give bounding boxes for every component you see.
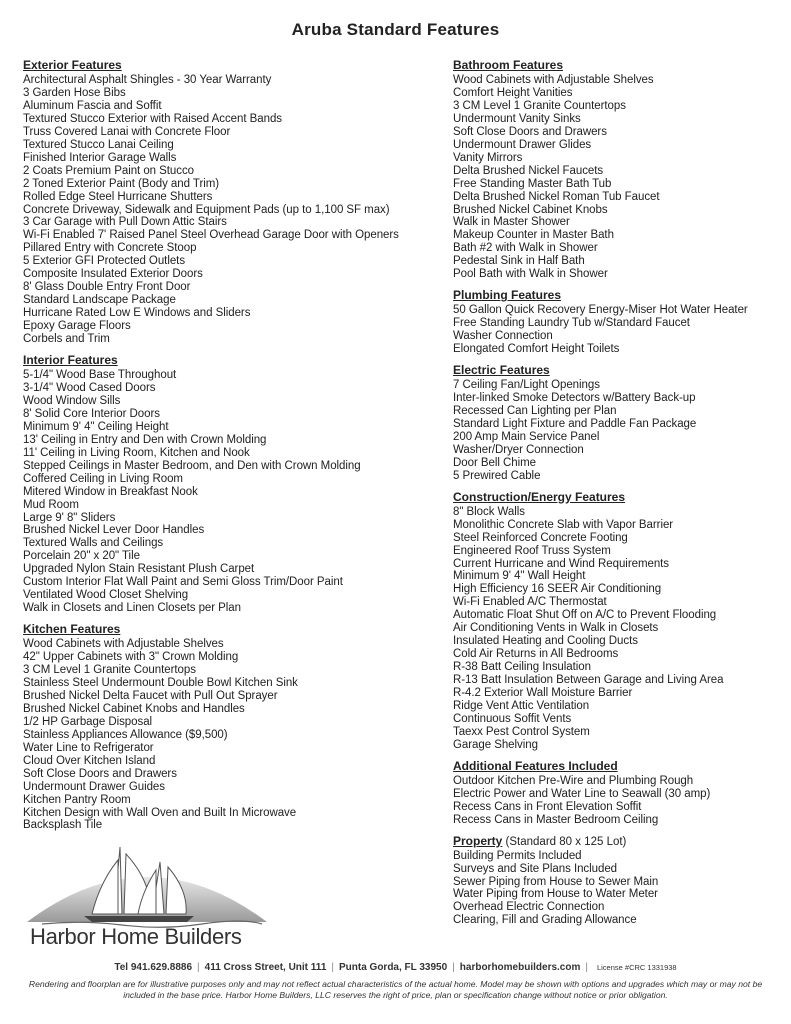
section-heading: Interior Features (23, 353, 118, 368)
feature-item: Water Piping from House to Water Meter (453, 888, 658, 901)
feature-item: Insulated Heating and Cooling Ducts (453, 635, 638, 648)
feature-item: Monolithic Concrete Slab with Vapor Barrier (453, 518, 674, 531)
feature-section (453, 757, 783, 827)
feature-item: R-13 Batt Insulation Between Garage and Living Area (453, 674, 724, 687)
feature-item: Hurricane Rated Low E Windows and Sliders (23, 307, 251, 320)
feature-item: Textured Stucco Exterior with Raised Accent Bands (23, 112, 282, 125)
feature-item: Current Hurricane and Wind Requirements (453, 557, 670, 570)
feature-item: Truss Covered Lanai with Concrete Floor (23, 125, 231, 138)
feature-item: Wi-Fi Enabled A/C Thermostat (453, 596, 607, 609)
feature-item: Water Line to Refrigerator (23, 741, 154, 754)
feature-item: Kitchen Design with Wall Oven and Built In Microwave (23, 806, 297, 819)
section-heading: Kitchen Features (23, 622, 121, 637)
feature-item: Delta Brushed Nickel Faucets (453, 164, 604, 177)
feature-item: Ridge Vent Attic Ventilation (453, 699, 590, 712)
feature-item: Epoxy Garage Floors (23, 320, 131, 333)
feature-item: Garage Shelving (453, 738, 538, 751)
feature-item: 7 Ceiling Fan/Light Openings (453, 379, 600, 392)
contact-bar (0, 962, 791, 973)
feature-item: 13' Ceiling in Entry and Den with Crown Molding (23, 433, 267, 446)
feature-item: 8' Solid Core Interior Doors (23, 407, 160, 420)
feature-item: Engineered Roof Truss System (453, 544, 611, 557)
section-note: (Standard 80 x 125 Lot) (502, 835, 627, 848)
feature-section (23, 620, 433, 832)
feature-item: Soft Close Doors and Drawers (453, 125, 607, 138)
city: Punta Gorda, FL 33950 (338, 962, 448, 973)
feature-item: Air Conditioning Vents in Walk in Closets (453, 622, 659, 635)
section-heading: Plumbing Features (453, 288, 562, 303)
feature-section (23, 351, 433, 615)
feature-item: Finished Interior Garage Walls (23, 151, 177, 164)
feature-item: 200 Amp Main Service Panel (453, 430, 600, 443)
feature-item: 8' Glass Double Entry Front Door (23, 281, 191, 294)
feature-item: Washer/Dryer Connection (453, 443, 584, 456)
feature-item: Undermount Vanity Sinks (453, 112, 581, 125)
feature-section (453, 832, 783, 928)
feature-item: Standard Light Fixture and Paddle Fan Package (453, 417, 697, 430)
separator: | (452, 962, 455, 973)
feature-item: Door Bell Chime (453, 456, 536, 469)
license: License #CRC 1331938 (596, 963, 677, 972)
feature-item: Upgraded Nylon Stain Resistant Plush Carpet (23, 563, 255, 576)
feature-item: Backsplash Tile (23, 819, 103, 832)
left-column (23, 56, 433, 837)
feature-item: Surveys and Site Plans Included (453, 862, 618, 875)
feature-item: Minimum 9' 4" Ceiling Height (23, 420, 169, 433)
feature-item: 1/2 HP Garbage Disposal (23, 715, 153, 728)
feature-item: Mud Room (23, 498, 79, 511)
feature-item: Taexx Pest Control System (453, 725, 590, 738)
feature-item: Brushed Nickel Cabinet Knobs (453, 203, 608, 216)
feature-item: Textured Stucco Lanai Ceiling (23, 138, 174, 151)
company-logo-text: Harbor Home Builders (30, 924, 242, 949)
feature-item: Free Standing Laundry Tub w/Standard Faucet (453, 317, 690, 330)
feature-item: Minimum 9' 4" Wall Height (453, 570, 586, 583)
feature-item: Walk in Master Shower (453, 216, 570, 229)
feature-item: Clearing, Fill and Grading Allowance (453, 914, 637, 927)
feature-item: Pool Bath with Walk in Shower (453, 268, 608, 281)
feature-item: Steel Reinforced Concrete Footing (453, 531, 628, 544)
feature-section (453, 56, 783, 281)
feature-item: Stainless Steel Undermount Double Bowl Kitchen Sink (23, 676, 298, 689)
feature-item: 5-1/4" Wood Base Throughout (23, 369, 177, 382)
feature-item: Delta Brushed Nickel Roman Tub Faucet (453, 190, 660, 203)
feature-item: Rolled Edge Steel Hurricane Shutters (23, 190, 213, 203)
feature-item: Brushed Nickel Lever Door Handles (23, 524, 205, 537)
feature-item: 3 Garden Hose Bibs (23, 86, 126, 99)
feature-item: 2 Coats Premium Paint on Stucco (23, 164, 195, 177)
feature-item: Automatic Float Shut Off on A/C to Prevent Flooding (453, 609, 717, 622)
feature-item: Walk in Closets and Linen Closets per Plan (23, 602, 242, 615)
feature-item: 5 Prewired Cable (453, 469, 541, 482)
section-heading: Additional Features Included (453, 758, 618, 773)
feature-item: Comfort Height Vanities (453, 86, 573, 99)
feature-item: R-4.2 Exterior Wall Moisture Barrier (453, 687, 633, 700)
feature-item: 8" Block Walls (453, 505, 525, 518)
separator: | (585, 962, 588, 973)
feature-item: Aluminum Fascia and Soffit (23, 99, 162, 112)
feature-item: Wood Cabinets with Adjustable Shelves (453, 74, 654, 86)
feature-item: Recessed Can Lighting per Plan (453, 404, 617, 417)
phone: Tel 941.629.8886 (114, 962, 193, 973)
feature-item: Ventilated Wood Closet Shelving (23, 589, 189, 602)
separator: | (197, 962, 200, 973)
feature-item: Pedestal Sink in Half Bath (453, 255, 585, 268)
feature-item: Composite Insulated Exterior Doors (23, 268, 203, 281)
feature-item: Wood Window Sills (23, 394, 121, 407)
feature-item: 11' Ceiling in Living Room, Kitchen and Nook (23, 446, 250, 459)
feature-item: Cold Air Returns in All Bedrooms (453, 648, 619, 661)
feature-item: 3 Car Garage with Pull Down Attic Stairs (23, 216, 227, 229)
feature-item: Continuous Soffit Vents (453, 712, 572, 725)
feature-item: R-38 Batt Ceiling Insulation (453, 661, 591, 674)
feature-item: 50 Gallon Quick Recovery Energy-Miser Hot Water Heater (453, 304, 748, 317)
feature-item: Corbels and Trim (23, 333, 110, 346)
section-heading: Electric Features (453, 363, 550, 378)
feature-item: Electric Power and Water Line to Seawall (30 amp) (453, 787, 711, 800)
feature-item: 3 CM Level 1 Granite Countertops (453, 99, 626, 112)
feature-item: Outdoor Kitchen Pre-Wire and Plumbing Rough (453, 774, 694, 787)
feature-item: Undermount Drawer Guides (23, 780, 165, 793)
page-title: Aruba Standard Features (291, 20, 500, 39)
feature-item: Vanity Mirrors (453, 151, 523, 164)
feature-item: Overhead Electric Connection (453, 901, 605, 914)
feature-item: Undermount Drawer Glides (453, 138, 592, 151)
feature-item: Inter-linked Smoke Detectors w/Battery Back-up (453, 392, 696, 405)
feature-section (453, 488, 783, 752)
feature-item: High Efficiency 16 SEER Air Conditioning (453, 583, 662, 596)
feature-item: Pillared Entry with Concrete Stoop (23, 242, 197, 255)
feature-item: Sewer Piping from House to Sewer Main (453, 875, 659, 888)
feature-item: 3 CM Level 1 Granite Countertops (23, 664, 196, 677)
address: 411 Cross Street, Unit 111 (204, 962, 327, 973)
feature-item: Washer Connection (453, 330, 553, 343)
disclaimer: Rendering and floorplan are for illustrative purposes only and may not reflect actual characteristics of the actual home. Model may be shown with options and upgrades which may or may not be included in the base price. Harbor Home Builders, LLC reserves the right of price, plan or specification change without notice or prior obligation. (28, 979, 763, 1000)
feature-item: Brushed Nickel Cabinet Knobs and Handles (23, 702, 245, 715)
feature-item: Bath #2 with Walk in Shower (453, 242, 598, 255)
feature-section (453, 286, 783, 356)
feature-section (453, 361, 783, 483)
feature-item: Custom Interior Flat Wall Paint and Semi Gloss Trim/Door Paint (23, 576, 343, 589)
feature-item: Mitered Window in Breakfast Nook (23, 485, 198, 498)
feature-item: Stepped Ceilings in Master Bedroom, and Den with Crown Molding (23, 459, 361, 472)
feature-item: Soft Close Doors and Drawers (23, 767, 177, 780)
feature-item: Kitchen Pantry Room (23, 793, 131, 806)
feature-item: Porcelain 20" x 20" Tile (23, 550, 140, 563)
right-column (453, 56, 783, 932)
feature-item: Architectural Asphalt Shingles - 30 Year Warranty (23, 74, 272, 86)
feature-item: Elongated Comfort Height Toilets (453, 343, 620, 356)
feature-item: 3-1/4" Wood Cased Doors (23, 381, 156, 394)
section-heading: Exterior Features (23, 58, 122, 72)
feature-item: Free Standing Master Bath Tub (453, 177, 612, 190)
feature-item: Recess Cans in Master Bedroom Ceiling (453, 813, 659, 826)
feature-item: Standard Landscape Package (23, 294, 176, 307)
feature-item: Brushed Nickel Delta Faucet with Pull Out Sprayer (23, 689, 278, 702)
feature-item: Recess Cans in Front Elevation Soffit (453, 800, 642, 813)
feature-item: Large 9' 8" Sliders (23, 511, 116, 524)
feature-item: Textured Walls and Ceilings (23, 537, 164, 550)
feature-item: 5 Exterior GFI Protected Outlets (23, 255, 186, 268)
feature-item: Building Permits Included (453, 849, 582, 862)
feature-item: Makeup Counter in Master Bath (453, 229, 614, 242)
feature-item: Concrete Driveway, Sidewalk and Equipment Pads (up to 1,100 SF max) (23, 203, 390, 216)
section-heading: Bathroom Features (453, 58, 564, 72)
section-heading: Property (453, 833, 503, 848)
feature-section (23, 56, 433, 346)
feature-item: Wood Cabinets with Adjustable Shelves (23, 638, 224, 651)
feature-item: Cloud Over Kitchen Island (23, 754, 156, 767)
section-heading: Construction/Energy Features (453, 489, 626, 504)
feature-item: 42" Upper Cabinets with 3" Crown Molding (23, 651, 239, 664)
feature-item: 2 Toned Exterior Paint (Body and Trim) (23, 177, 220, 190)
feature-item: Wi-Fi Enabled 7' Raised Panel Steel Overhead Garage Door with Openers (23, 229, 399, 242)
website-link[interactable]: harborhomebuilders.com (459, 962, 581, 973)
separator: | (331, 962, 334, 973)
feature-item: Coffered Ceiling in Living Room (23, 472, 183, 485)
feature-item: Stainless Appliances Allowance ($9,500) (23, 728, 228, 741)
